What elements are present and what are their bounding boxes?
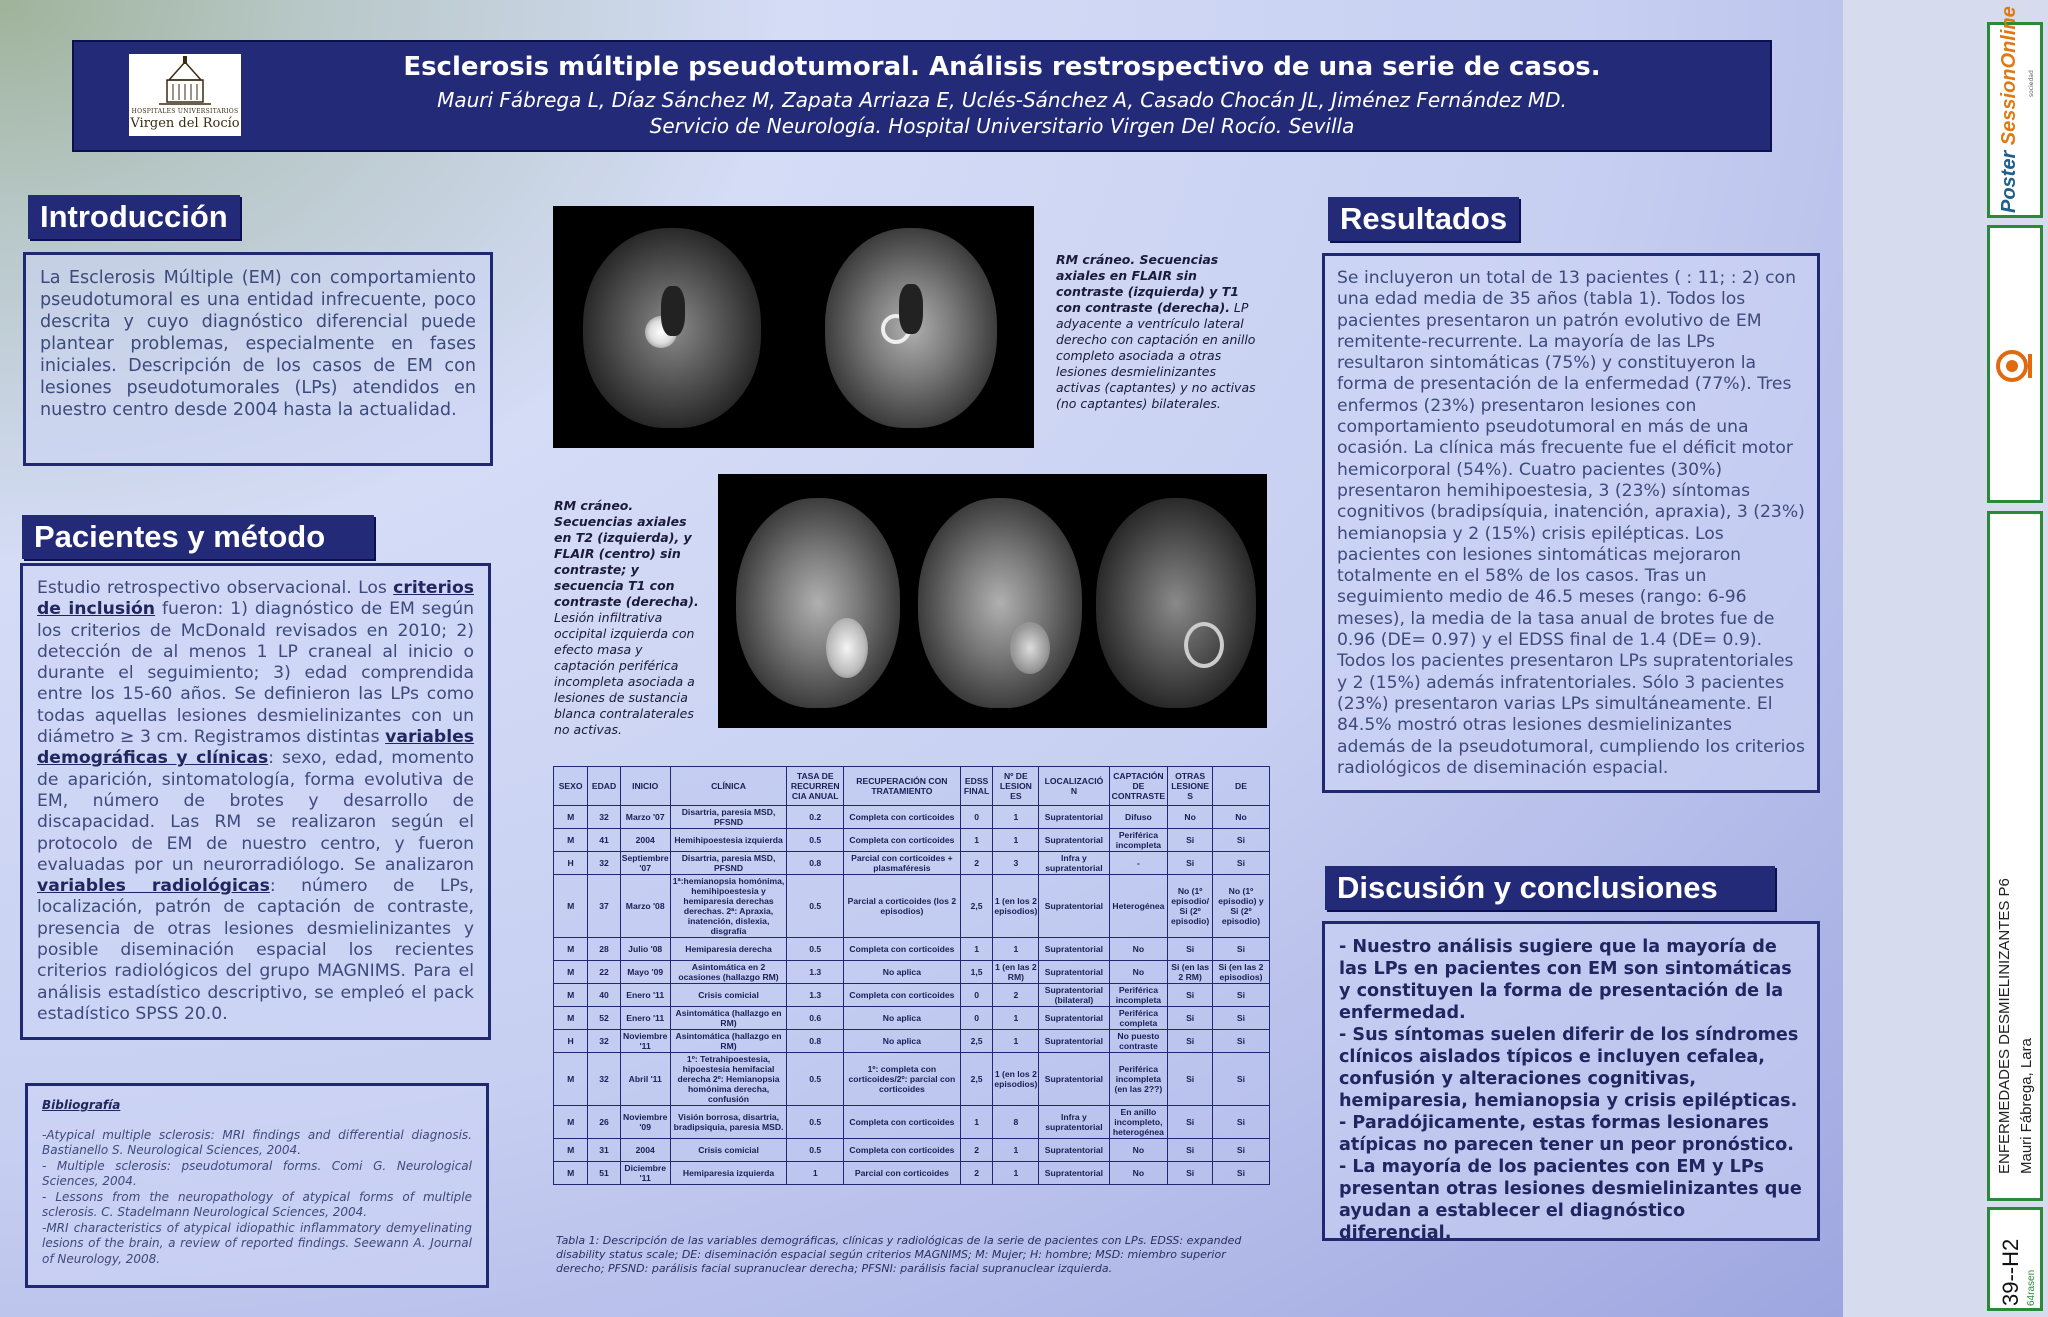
table-cell: No (1109, 938, 1168, 961)
table-cell: Completa con corticoides (843, 984, 960, 1007)
mri-t1-scan (825, 228, 997, 428)
table-cell: 0.5 (787, 829, 844, 852)
table-cell: No (1109, 1162, 1168, 1185)
table-row (554, 1007, 1270, 1030)
table-header: RECUPERACIÓN CON TRATAMIENTO (843, 767, 960, 806)
table-cell: 1 (960, 1106, 993, 1139)
table-cell: Supratentorial (1039, 938, 1109, 961)
table-header-row (554, 767, 1270, 806)
table-cell: 0 (960, 806, 993, 829)
table-row (554, 1053, 1270, 1106)
table-cell: Si (1168, 984, 1213, 1007)
intro-box (23, 252, 493, 466)
table-cell: Enero '11 (620, 984, 670, 1007)
table-cell: Supratentorial (1039, 875, 1109, 938)
table-cell: 8 (993, 1106, 1039, 1139)
figure-1-caption-bold: RM cráneo. Secuencias axiales en FLAIR sin contraste (izquierda) y T1 con contraste (derecha). (1056, 252, 1239, 315)
society-logo-box (1987, 225, 2043, 503)
table-row (554, 852, 1270, 875)
title-banner (72, 40, 1772, 152)
table-cell: 2 (993, 984, 1039, 1007)
methods-demographic-vars: variables demográficas y clínicas (37, 727, 474, 769)
poster-authors: Mauri Fábrega L, Díaz Sánchez M, Zapata Arriaza E, Uclés-Sánchez A, Casado Chocán JL, Jiménez Fernández MD. (437, 88, 1567, 112)
mri-t1-contrast-scan (1096, 498, 1256, 708)
table-cell: No (1168, 806, 1213, 829)
table-row (554, 938, 1270, 961)
table-cell: Supratentorial (1039, 961, 1109, 984)
table-cell: Si (1212, 1139, 1269, 1162)
table-header: CAPTACIÓN DE CONTRASTE (1109, 767, 1168, 806)
table-cell: 1 (993, 1162, 1039, 1185)
mri-image-1 (553, 206, 1034, 448)
table-cell: 1º: completa con corticoides/2º: parcial con corticoides (843, 1053, 960, 1106)
table-cell: 41 (588, 829, 621, 852)
table-cell: M (554, 938, 588, 961)
sidebar-author: Mauri Fábrega, Lara (2018, 1038, 2035, 1174)
table-cell: Completa con corticoides (843, 829, 960, 852)
table-cell: 0.5 (787, 938, 844, 961)
discussion-point: - Sus síntomas suelen diferir de los síndromes clínicos aislados típicos e incluyen cefalea, confusión y alteraciones cognitivas, hemiparesia, hemianopsia y crisis epilépticas. (1339, 1025, 1799, 1111)
table-cell: Si (1168, 1106, 1213, 1139)
table-cell: Supratentorial (1039, 1162, 1109, 1185)
table-cell: 1 (993, 1030, 1039, 1053)
bibliography-ref: - Multiple sclerosis: pseudotumoral forms. Comi G. Neurological Sciences, 2004. (42, 1158, 472, 1188)
table-header: EDAD (588, 767, 621, 806)
table-cell: Periférica incompleta (en las 2??) (1109, 1053, 1168, 1106)
results-text: Se incluyeron un total de 13 pacientes ( : 11; : 2) con una edad media de 35 años (tabla 1). Todos los pacientes presentaron un patrón evolutivo de EM remitente-recurrente. La mayoría de las LPs resultaron sintomáticas (75%) y constituyeron la forma de presentación de la enfermedad (77%). Tres enfermos (23%) presentaron lesiones con comportamiento pseudotumoral en más de una ocasión. La clínica más frecuente fue el déficit motor hemicorporal (54%). Cuatro pacientes (30%) presentaron hemihipoestesia, 3 (23%) síntomas cognitivos (bradipsíquia, inatención, apraxia), 3 (23%) hemianopsia y 2 (15%) crisis epilépticas. Los pacientes con lesiones sintomáticas mejoraron totalmente en el 58% de los casos. Tras un seguimiento medio de 46.5 meses (rango: 6-96 meses), la media de la tasa anual de brotes fue de 0.96 (DE= 0.97) y el EDSS final de 1.4 (DE= 0.9). Todos los pacientes presentaron LPs supratentoriales y 2 (15%) además infratentoriales. Sólo 3 pacientes (23%) presentaron varias LPs simultáneamente. El 84.5% mostró otras lesiones desmielinizantes además de la pseudotumoral, cumpliendo los criterios radiológicos de diseminación espacial. (1337, 268, 1805, 778)
table-cell: 2004 (620, 1139, 670, 1162)
mri-image-2 (718, 474, 1267, 728)
table-cell: M (554, 1162, 588, 1185)
table-cell: No (1109, 961, 1168, 984)
table-row (554, 1030, 1270, 1053)
bibliography-box (25, 1083, 489, 1288)
table-cell: Si (1212, 1162, 1269, 1185)
table-header: SEXO (554, 767, 588, 806)
brand-line-2: SessionOnline (1998, 6, 2020, 146)
bibliography-ref: - Lessons from the neuropathology of atypical forms of multiple sclerosis. C. Stadelmann Neurological Sciences, 2004. (42, 1189, 472, 1219)
discussion-heading: Discusión y conclusiones (1325, 866, 1775, 910)
table-cell: M (554, 806, 588, 829)
figure-1-caption (1056, 252, 1256, 412)
table-cell: Completa con corticoides (843, 806, 960, 829)
society-logo-icon (1990, 336, 2040, 396)
table-cell: Completa con corticoides (843, 1139, 960, 1162)
table-cell: M (554, 961, 588, 984)
table-cell: 1 (993, 1007, 1039, 1030)
table-header: OTRAS LESIONE S (1168, 767, 1213, 806)
table-cell: M (554, 829, 588, 852)
table-cell: H (554, 1030, 588, 1053)
poster-title: Esclerosis múltiple pseudotumoral. Análisis restrospectivo de una serie de casos. (403, 52, 1601, 82)
table-cell: No aplica (843, 1007, 960, 1030)
table-cell: H (554, 852, 588, 875)
table-cell: M (554, 1139, 588, 1162)
table-cell: 0.5 (787, 1053, 844, 1106)
table-cell: No (1º episodio/ Si (2º episodio) (1168, 875, 1213, 938)
table-cell: Hemiparesia derecha (670, 938, 787, 961)
table-cell: Disartria, paresia MSD, PFSND (670, 852, 787, 875)
table-cell: 28 (588, 938, 621, 961)
table-cell: 22 (588, 961, 621, 984)
table-header: Nº DE LESION ES (993, 767, 1039, 806)
table-cell: 0.6 (787, 1007, 844, 1030)
table-row (554, 806, 1270, 829)
poster-session-logo[interactable] (1987, 6, 2043, 218)
table-cell: 52 (588, 1007, 621, 1030)
methods-text-3: : sexo, edad, momento de aparición, sintomatología, forma evolutiva de EM, número de brotes y desarrollo de discapacidad. Las RM se realizaron según el protocolo de EM de nuestro centro, y fueron evaluadas por un neurorradiólogo. Se analizaron (37, 748, 474, 875)
table-cell: Diciembre '11 (620, 1162, 670, 1185)
table-cell: 26 (588, 1106, 621, 1139)
table-row (554, 984, 1270, 1007)
table-cell: 32 (588, 1053, 621, 1106)
intro-text: La Esclerosis Múltiple (EM) con comportamiento pseudotumoral es una entidad infrecuente, poco descrita y cuyo diagnóstico diferencial puede plantear problemas, especialmente en fases iniciales. Descripción de los casos de EM con lesiones pseudotumorales (LPs) atendidos en nuestro centro desde 2004 hasta la actualidad. (40, 268, 476, 420)
category-box (1987, 511, 2043, 1201)
table-cell: Periférica completa (1109, 1007, 1168, 1030)
table-row (554, 1162, 1270, 1185)
table-cell: 0.5 (787, 1106, 844, 1139)
table-cell: Parcial a corticoides (los 2 episodios) (843, 875, 960, 938)
table-row (554, 961, 1270, 984)
poster-code-small: 64rasen (2026, 1269, 2037, 1306)
table-cell: 2 (960, 1139, 993, 1162)
table-row (554, 875, 1270, 938)
table-cell: 51 (588, 1162, 621, 1185)
logo-caption: HOSPITALES UNIVERSITARIOS (131, 108, 239, 115)
discussion-point: - La mayoría de los pacientes con EM y LPs presentan otras lesiones desmielinizantes que ayudan a establecer el diagnóstico diferencial. (1339, 1157, 1802, 1243)
table-cell: No aplica (843, 1030, 960, 1053)
hospital-building-icon (129, 54, 241, 108)
table-cell: 0.8 (787, 1030, 844, 1053)
table-cell: 0.5 (787, 1139, 844, 1162)
table-cell: Parcial con corticoides + plasmaféresis (843, 852, 960, 875)
table-cell: 1 (993, 1139, 1039, 1162)
mri-ventricle (899, 284, 923, 334)
brand-small: sociedad (2028, 70, 2035, 97)
table-cell: No aplica (843, 961, 960, 984)
mri-lesion (826, 618, 868, 678)
table-header: INICIO (620, 767, 670, 806)
table-cell: Si (1212, 938, 1269, 961)
table-cell: 0.8 (787, 852, 844, 875)
table-cell: Julio '08 (620, 938, 670, 961)
table-cell: Hemihipoestesia izquierda (670, 829, 787, 852)
table-cell: M (554, 1106, 588, 1139)
table-cell: 37 (588, 875, 621, 938)
table-cell: No (1109, 1139, 1168, 1162)
brand-name (1998, 6, 2021, 213)
methods-text-4: : número de LPs, localización, patrón de captación de contraste, presencia de otras lesiones desmielinizantes y posible diseminación espacial los recientes criterios radiológicos del grupo MAGNIMS. Para el análisis estadístico descriptivo, se empleó el pack estadístico SPSS 20.0. (37, 876, 474, 1024)
mri-ventricle (661, 286, 685, 336)
table-cell: 1º: Tetrahipoestesia, hipoestesia hemifacial derecha 2º: Hemianopsia homónima derecha, confusión (670, 1053, 787, 1106)
logo-name: Virgen del Rocío (130, 116, 240, 131)
table-cell: Si (1212, 1030, 1269, 1053)
table-cell: 1 (993, 938, 1039, 961)
table-cell: 2,5 (960, 875, 993, 938)
table-cell: Si (1212, 829, 1269, 852)
table-cell: 1 (960, 938, 993, 961)
table-cell: Abril '11 (620, 1053, 670, 1106)
table-cell: No (1212, 806, 1269, 829)
table-cell: 32 (588, 852, 621, 875)
intro-heading: Introducción (28, 195, 240, 239)
table-cell: Supratentorial (1039, 1030, 1109, 1053)
table-cell: 1 (993, 806, 1039, 829)
table-cell: Completa con corticoides (843, 1106, 960, 1139)
patients-table-body (554, 806, 1270, 1185)
results-box (1322, 253, 1820, 793)
table-cell: Difuso (1109, 806, 1168, 829)
table-cell: Si (en las 2 episodios) (1212, 961, 1269, 984)
table-cell: 0 (960, 1007, 993, 1030)
table-cell: Supratentorial (bilateral) (1039, 984, 1109, 1007)
table-cell: Enero '11 (620, 1007, 670, 1030)
table-cell: En anillo incompleto, heterogénea (1109, 1106, 1168, 1139)
table-cell: 1 (787, 1162, 844, 1185)
sidebar-category: ENFERMEDADES DESMIELINIZANTES P6 (1996, 878, 2013, 1174)
table-cell: Hemiparesia izquierda (670, 1162, 787, 1185)
table-cell: Asintomática en 2 ocasiones (hallazgo RM) (670, 961, 787, 984)
table-cell: Disartria, paresia MSD, PFSND (670, 806, 787, 829)
table-cell: Supratentorial (1039, 1139, 1109, 1162)
table-header: TASA DE RECURREN CIA ANUAL (787, 767, 844, 806)
table-cell: Crisis comicial (670, 984, 787, 1007)
table-cell: 2004 (620, 829, 670, 852)
table-cell: 2 (960, 852, 993, 875)
methods-heading: Pacientes y método (22, 515, 374, 559)
table-cell: 31 (588, 1139, 621, 1162)
methods-text-2: fueron: 1) diagnóstico de EM según los criterios de McDonald revisados en 2010; 2) detección de al menos 1 LP craneal al inicio o durante el seguimiento; 3) edad comprendida entre los 15-60 años. Se definieron las LPs como todas aquellas lesiones desmielinizantes con un diámetro ≥ 3 cm. Registramos distintas (37, 599, 474, 748)
table-cell: M (554, 984, 588, 1007)
results-heading: Resultados (1328, 197, 1519, 241)
table-cell: Parcial con corticoides (843, 1162, 960, 1185)
table-cell: Noviembre '11 (620, 1030, 670, 1053)
patients-table (553, 766, 1270, 1185)
table-cell: Si (1168, 1007, 1213, 1030)
table-cell: 1.3 (787, 961, 844, 984)
table-cell: Infra y supratentorial (1039, 1106, 1109, 1139)
table-header: CLÍNICA (670, 767, 787, 806)
bibliography-ref: -Atypical multiple sclerosis: MRI findings and differential diagnosis. Bastianello S. Neurological Sciences, 2004. (42, 1127, 472, 1157)
table-cell: 0.2 (787, 806, 844, 829)
table-cell: Supratentorial (1039, 806, 1109, 829)
table-cell: 1ª:hemianopsia homónima, hemihipoestesia y hemiparesia derechas derechas. 2ª: Apraxia, inatención, dislexia, disgrafía (670, 875, 787, 938)
bibliography-heading: Bibliografía (42, 1098, 121, 1112)
figure-2-caption-text: Lesión infiltrativa occipital izquierda con efecto masa y captación periférica incompleta asociada a lesiones de sustancia blanca contralaterales no activas. (554, 610, 695, 737)
table-cell: Si (1168, 1030, 1213, 1053)
hospital-logo (129, 54, 241, 136)
table-cell: 2,5 (960, 1053, 993, 1106)
table-cell: Si (1168, 1139, 1213, 1162)
table-row (554, 1139, 1270, 1162)
mri-t2-scan (736, 498, 900, 708)
table-cell: Si (1168, 1162, 1213, 1185)
table-cell: Asintomática (hallazgo en RM) (670, 1007, 787, 1030)
table-cell: Supratentorial (1039, 1007, 1109, 1030)
table-cell: M (554, 1007, 588, 1030)
table-header: DE (1212, 767, 1269, 806)
table-cell: 3 (993, 852, 1039, 875)
table-cell: 40 (588, 984, 621, 1007)
poster-affiliation: Servicio de Neurología. Hospital Universitario Virgen Del Rocío. Sevilla (649, 114, 1355, 138)
table-cell: Asintomática (hallazgo en RM) (670, 1030, 787, 1053)
table-cell: 32 (588, 1030, 621, 1053)
table-cell: 1.3 (787, 984, 844, 1007)
table-cell: Si (1168, 1053, 1213, 1106)
discussion-point: - Paradójicamente, estas formas lesionares atípicas no parecen tener un peor pronóstico. (1339, 1113, 1794, 1155)
table-cell: - (1109, 852, 1168, 875)
methods-radiologic-vars: variables radiológicas (37, 876, 270, 897)
table-cell: Marzo '07 (620, 806, 670, 829)
methods-text-1: Estudio retrospectivo observacional. Los (37, 578, 394, 598)
table-cell: Infra y supratentorial (1039, 852, 1109, 875)
table-cell: 1 (en los 2 episodios) (993, 875, 1039, 938)
table-row (554, 1106, 1270, 1139)
table-cell: Si (1212, 1053, 1269, 1106)
mri-flair-scan (583, 228, 761, 428)
table-cell: Periférica incompleta (1109, 829, 1168, 852)
table-cell: No (1º episodio) y Si (2º episodio) (1212, 875, 1269, 938)
table-cell: Periférica incompleta (1109, 984, 1168, 1007)
table-caption: Tabla 1: Descripción de las variables demográficas, clínicas y radiológicas de la serie de pacientes con LPs. EDSS: expanded disability status scale; DE: diseminación espacial según criterios MAGNIMS; M: Mujer; H: hombre; MSD: miembro superior derecho; PFSND: parálisis facial supranuclear derecha; PFSNI: parálisis facial supranuclear izquierda. (556, 1234, 1242, 1275)
table-cell: 1 (960, 829, 993, 852)
table-cell: 1 (993, 829, 1039, 852)
table-cell: No puesto contraste (1109, 1030, 1168, 1053)
brand-line-1: Poster (1998, 150, 2020, 213)
figure-2-caption-bold: RM cráneo. Secuencias axiales en T2 (izquierda), y FLAIR (centro) sin contraste; y secuencia T1 con contraste (derecha). (554, 498, 699, 609)
table-cell: Visión borrosa, disartria, bradipsiquia, paresia MSD. (670, 1106, 787, 1139)
table-cell: M (554, 1053, 588, 1106)
bibliography-ref: -MRI characteristics of atypical idiopathic inflammatory demyelinating lesions of the brain, a review of reported findings. Seewann A. Journal of Neurology, 2008. (42, 1220, 472, 1266)
methods-box (20, 563, 491, 1040)
mri-flair-scan (918, 498, 1082, 708)
poster-code-box (1987, 1207, 2043, 1311)
table-cell: Si (en las 2 RM) (1168, 961, 1213, 984)
patients-table-wrap (553, 766, 1270, 1185)
table-cell: Septiembre '07 (621, 853, 669, 873)
table-cell: Supratentorial (1039, 829, 1109, 852)
table-cell: Si (1168, 852, 1213, 875)
table-cell: 2,5 (960, 1030, 993, 1053)
table-cell: 0.5 (787, 875, 844, 938)
table-cell: Noviembre '09 (620, 1106, 670, 1139)
discussion-point: - Nuestro análisis sugiere que la mayoría de las LPs en pacientes con EM son sintomáticas y constituyen la forma de presentación de la enfermedad. (1339, 937, 1792, 1023)
table-cell: 1 (en los 2 episodios) (993, 1053, 1039, 1106)
figure-2-caption (554, 498, 704, 738)
table-cell: Si (1212, 852, 1269, 875)
figure-1-caption-text: LP adyacente a ventrículo lateral derecho con captación en anillo completo asociada a otras lesiones desmielinizantes activas (captantes) y no activas (no captantes) bilaterales. (1056, 300, 1256, 411)
table-cell: Si (1168, 829, 1213, 852)
methods-inclusion-criteria: criterios de inclusión (37, 578, 474, 620)
table-header: LOCALIZACIÓ N (1039, 767, 1109, 806)
table-header: EDSS FINAL (960, 767, 993, 806)
table-cell: Supratentorial (1039, 1053, 1109, 1106)
table-cell: 2 (960, 1162, 993, 1185)
table-cell: Mayo '09 (620, 961, 670, 984)
table-cell: M (554, 875, 588, 938)
table-cell: 1 (en las 2 RM) (993, 961, 1039, 984)
mri-ring-lesion (1184, 622, 1224, 668)
table-cell: 1,5 (960, 961, 993, 984)
table-cell: Completa con corticoides (843, 938, 960, 961)
table-cell: Si (1168, 938, 1213, 961)
table-cell: Si (1212, 1106, 1269, 1139)
table-cell: Si (1212, 984, 1269, 1007)
table-cell: 32 (588, 806, 621, 829)
discussion-box (1322, 921, 1820, 1241)
table-cell: Si (1212, 1007, 1269, 1030)
mri-lesion (1010, 622, 1050, 674)
table-row (554, 829, 1270, 852)
poster-code: 39--H2 (1998, 1238, 2023, 1306)
table-cell: Marzo '08 (620, 875, 670, 938)
table-cell: Crisis comicial (670, 1139, 787, 1162)
table-cell: Heterogénea (1109, 875, 1168, 938)
table-cell: 0 (960, 984, 993, 1007)
